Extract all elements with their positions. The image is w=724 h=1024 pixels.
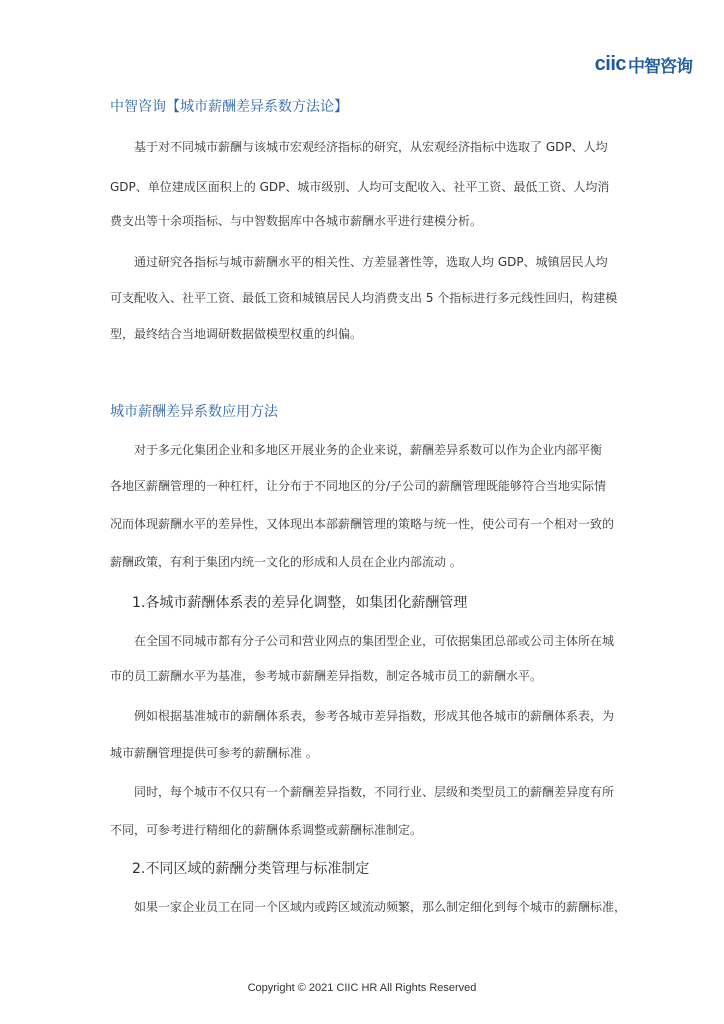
logo-latin-text: ciic	[594, 53, 626, 75]
paragraph-line: 不同，可参考进行精细化的薪酬体系调整或薪酬标准制定。	[110, 823, 423, 837]
methodology-heading: 中智咨询【城市薪酬差异系数方法论】	[110, 99, 348, 115]
application-heading: 城市薪酬差异系数应用方法	[110, 404, 278, 420]
subsection-title-2: 2.不同区域的薪酬分类管理与标准制定	[132, 861, 370, 877]
paragraph-line: 型，最终结合当地调研数据做模型权重的纠偏。	[110, 327, 363, 341]
paragraph-line: 通过研究各指标与城市薪酬水平的相关性、方差显著性等，选取人均 GDP、城镇居民人均	[134, 255, 608, 269]
paragraph-line: GDP、单位建成区面积上的 GDP、城市级别、人均可支配收入、社平工资、最低工资、人均消	[110, 180, 610, 194]
logo-chinese-text: 中智咨询	[628, 57, 692, 77]
paragraph-line: 城市薪酬管理提供可参考的薪酬标准 。	[110, 746, 318, 760]
paragraph-line: 基于对不同城市薪酬与该城市宏观经济指标的研究，从宏观经济指标中选取了 GDP、人均	[134, 140, 608, 154]
paragraph-line: 市的员工薪酬水平为基准，参考城市薪酬差异指数，制定各城市员工的薪酬水平。	[110, 669, 543, 683]
paragraph-line: 如果一家企业员工在同一个区域内或跨区域流动频繁，那么制定细化到每个城市的薪酬标准，	[134, 900, 627, 914]
paragraph-line: 薪酬政策，有利于集团内统一文化的形成和人员在企业内部流动 。	[110, 555, 462, 569]
paragraph-line: 况而体现薪酬水平的差异性，又体现出本部薪酬管理的策略与统一性，使公司有一个相对一致的	[110, 517, 615, 531]
paragraph-line: 费支出等十余项指标、与中智数据库中各城市薪酬水平进行建模分析。	[110, 214, 483, 228]
paragraph-line: 例如根据基准城市的薪酬体系表，参考各城市差异指数，形成其他各城市的薪酬体系表，为	[134, 709, 615, 723]
paragraph-line: 可支配收入、社平工资、最低工资和城镇居民人均消费支出 5 个指标进行多元线性回归，构建模	[110, 291, 618, 305]
brand-logo	[595, 52, 692, 77]
copyright-footer: Copyright © 2021 CIIC HR All Rights Reserved	[247, 982, 477, 994]
paragraph-line: 同时，每个城市不仅只有一个薪酬差异指数，不同行业、层级和类型员工的薪酬差异度有所	[134, 785, 615, 799]
subsection-title-1: 1.各城市薪酬体系表的差异化调整，如集团化薪酬管理	[132, 595, 468, 611]
paragraph-line: 各地区薪酬管理的一种杠杆，让分布于不同地区的分/子公司的薪酬管理既能够符合当地实际情	[110, 479, 607, 493]
paragraph-line: 在全国不同城市都有分子公司和营业网点的集团型企业，可依据集团总部或公司主体所在城	[134, 634, 615, 648]
paragraph-line: 对于多元化集团企业和多地区开展业务的企业来说，薪酬差异系数可以作为企业内部平衡	[134, 443, 603, 457]
